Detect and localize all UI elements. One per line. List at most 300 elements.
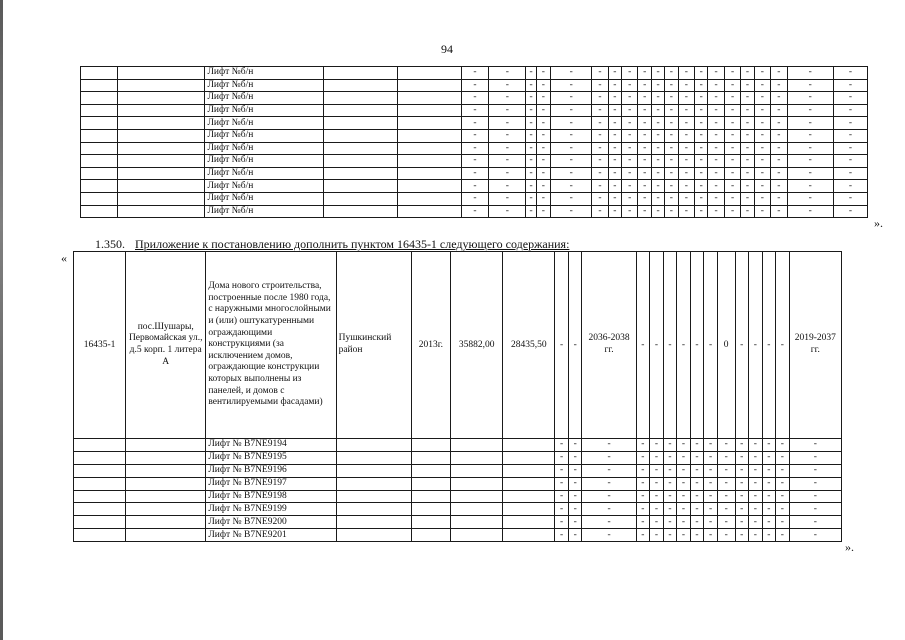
cell-dash: - — [695, 192, 708, 205]
cell-dash: - — [717, 503, 735, 516]
cell-dash: - — [776, 451, 790, 464]
cell-empty — [126, 529, 206, 542]
cell-dash: - — [776, 477, 790, 490]
cell-dash: - — [690, 477, 704, 490]
cell-empty — [503, 451, 555, 464]
cell-dash: - — [551, 192, 592, 205]
cell-dash: - — [677, 252, 691, 439]
cell-empty — [81, 104, 118, 117]
cell-dash: - — [749, 503, 763, 516]
cell-dash: - — [708, 205, 724, 218]
cell-dash: - — [489, 142, 526, 155]
cell-dash: - — [551, 142, 592, 155]
cell-dash: - — [582, 529, 636, 542]
cell-dash: - — [708, 155, 724, 168]
cell-dash: - — [724, 67, 740, 80]
cell-dash: - — [651, 92, 664, 105]
lift-name: Лифт №б/н — [205, 167, 323, 180]
cell-empty — [81, 205, 118, 218]
cell-empty — [74, 464, 126, 477]
cell-dash: - — [461, 155, 489, 168]
cell-empty — [336, 464, 411, 477]
cell-dash: - — [536, 92, 550, 105]
cell-empty — [126, 490, 206, 503]
lift-row — [81, 205, 868, 218]
cell-dash: - — [608, 205, 621, 218]
lift-name: Лифт №б/н — [205, 129, 323, 142]
cell-dash: - — [489, 92, 526, 105]
opening-quote: « — [61, 251, 67, 265]
cell-dash: - — [749, 516, 763, 529]
cell-dash: - — [787, 79, 833, 92]
cell-empty — [74, 529, 126, 542]
cell-dash: - — [749, 477, 763, 490]
cell-dash: - — [695, 117, 708, 130]
cell-dash: - — [695, 92, 708, 105]
cell-dash: - — [592, 79, 608, 92]
cell-dash: - — [638, 142, 651, 155]
cell-dash: - — [638, 205, 651, 218]
cell-dash: - — [833, 142, 867, 155]
lift-name: Лифт №б/н — [205, 180, 323, 193]
cell-empty — [323, 92, 397, 105]
cell-dash: - — [622, 67, 638, 80]
cell-empty — [336, 451, 411, 464]
cell-dash: - — [461, 167, 489, 180]
cell-dash: - — [582, 516, 636, 529]
cell-dash: - — [677, 439, 691, 452]
cell-dash: - — [787, 155, 833, 168]
cell-dash: - — [690, 516, 704, 529]
cell-dash: - — [678, 117, 694, 130]
cell-empty — [336, 503, 411, 516]
cell-dash: - — [638, 67, 651, 80]
lift-row — [81, 142, 868, 155]
period-two: 2019-2037 гг. — [789, 252, 841, 439]
cell-empty — [81, 142, 118, 155]
cell-dash: - — [651, 142, 664, 155]
cell-dash: - — [690, 503, 704, 516]
cell-dash: - — [717, 477, 735, 490]
cell-empty — [126, 516, 206, 529]
cell-dash: - — [663, 477, 677, 490]
scan-edge — [0, 0, 3, 640]
cell-dash: - — [690, 464, 704, 477]
cell-dash: - — [665, 92, 678, 105]
cell-dash: - — [749, 252, 763, 439]
cell-dash: - — [771, 155, 787, 168]
cell-empty — [451, 464, 503, 477]
cell-empty — [503, 503, 555, 516]
cell-dash: - — [622, 205, 638, 218]
cell-dash: - — [741, 67, 754, 80]
cell-dash: - — [735, 529, 749, 542]
cell-dash: - — [677, 503, 691, 516]
cell-dash: - — [704, 252, 718, 439]
cell-dash: - — [551, 180, 592, 193]
cell-dash: - — [582, 439, 636, 452]
cell-dash: - — [789, 451, 841, 464]
cell-empty — [323, 205, 397, 218]
cell-dash: - — [650, 529, 664, 542]
cell-dash: - — [536, 180, 550, 193]
cell-dash: - — [665, 192, 678, 205]
cell-dash: - — [665, 79, 678, 92]
cell-dash: - — [489, 155, 526, 168]
cell-dash: - — [636, 477, 650, 490]
cell-dash: - — [551, 92, 592, 105]
cell-dash: - — [622, 79, 638, 92]
lift-row — [81, 92, 868, 105]
cell-empty — [397, 79, 461, 92]
cell-dash: - — [771, 129, 787, 142]
lift-name: Лифт №б/н — [205, 67, 323, 80]
cell-dash: - — [677, 529, 691, 542]
cell-dash: - — [608, 117, 621, 130]
cell-dash: - — [650, 252, 664, 439]
cell-empty — [74, 490, 126, 503]
cell-dash: - — [833, 180, 867, 193]
cell-dash: - — [735, 477, 749, 490]
cell-dash: - — [608, 92, 621, 105]
cell-dash: - — [708, 142, 724, 155]
lift-name: Лифт №б/н — [205, 192, 323, 205]
cell-dash: - — [762, 516, 776, 529]
cell-dash: - — [762, 439, 776, 452]
cell-dash: - — [771, 142, 787, 155]
cell-empty — [126, 477, 206, 490]
cell-dash: - — [651, 155, 664, 168]
cell-dash: - — [665, 142, 678, 155]
cell-dash: - — [582, 503, 636, 516]
cell-dash: - — [708, 92, 724, 105]
cell-dash: - — [724, 117, 740, 130]
cell-dash: - — [622, 155, 638, 168]
cell-dash: - — [536, 167, 550, 180]
cell-dash: - — [678, 129, 694, 142]
cell-dash: - — [663, 439, 677, 452]
cell-dash: - — [724, 104, 740, 117]
cell-dash: - — [536, 117, 550, 130]
lift-row — [81, 192, 868, 205]
cell-dash: - — [592, 192, 608, 205]
lift-name: Лифт № B7NE9199 — [206, 503, 336, 516]
cell-dash: - — [787, 167, 833, 180]
lift-name: Лифт № B7NE9195 — [206, 451, 336, 464]
cell-dash: - — [724, 129, 740, 142]
cell-dash: - — [724, 142, 740, 155]
cell-dash: - — [695, 180, 708, 193]
cell-dash: - — [526, 67, 536, 80]
cell-dash: - — [489, 180, 526, 193]
cell-dash: - — [536, 205, 550, 218]
lift-row — [74, 516, 842, 529]
cell-dash: - — [833, 67, 867, 80]
cell-dash: - — [555, 503, 569, 516]
cell-dash: - — [526, 104, 536, 117]
cell-dash: - — [776, 529, 790, 542]
lift-row — [81, 104, 868, 117]
cell-dash: - — [650, 439, 664, 452]
cell-dash: - — [665, 67, 678, 80]
cell-dash: - — [582, 451, 636, 464]
cell-dash: - — [489, 79, 526, 92]
cell-dash: - — [551, 117, 592, 130]
paragraph-text: Приложение к постановлению дополнить пунктом 16435-1 следующего содержания: — [135, 237, 570, 251]
closing-quote-bottom: ». — [845, 540, 854, 554]
cell-dash: - — [592, 67, 608, 80]
building-address: пос.Шушары, Первомайская ул., д.5 корп. 1 литера А — [126, 252, 206, 439]
cell-dash: - — [489, 104, 526, 117]
cell-dash: - — [771, 104, 787, 117]
cell-empty — [336, 439, 411, 452]
cell-dash: - — [636, 529, 650, 542]
cell-dash: - — [551, 104, 592, 117]
cell-dash: - — [741, 79, 754, 92]
cell-dash: - — [592, 104, 608, 117]
cell-dash: - — [526, 155, 536, 168]
cell-dash: - — [695, 104, 708, 117]
cell-dash: - — [489, 205, 526, 218]
cell-dash: - — [787, 117, 833, 130]
cell-dash: - — [789, 490, 841, 503]
cell-empty — [451, 451, 503, 464]
cell-dash: - — [608, 142, 621, 155]
cell-dash: - — [771, 205, 787, 218]
cell-empty — [74, 439, 126, 452]
cell-dash: - — [555, 490, 569, 503]
cell-dash: - — [833, 79, 867, 92]
cell-dash: - — [592, 117, 608, 130]
cell-dash: - — [695, 79, 708, 92]
cell-dash: - — [833, 205, 867, 218]
lift-row — [81, 167, 868, 180]
cell-empty — [451, 529, 503, 542]
cell-dash: - — [762, 464, 776, 477]
cell-dash: - — [650, 451, 664, 464]
cell-dash: - — [690, 490, 704, 503]
cell-empty — [397, 117, 461, 130]
cell-dash: - — [651, 180, 664, 193]
lift-row — [81, 180, 868, 193]
cell-dash: - — [833, 167, 867, 180]
cell-dash: - — [754, 129, 770, 142]
cell-dash: - — [489, 67, 526, 80]
cell-dash: - — [461, 142, 489, 155]
lift-name: Лифт №б/н — [205, 142, 323, 155]
cell-dash: - — [789, 516, 841, 529]
cell-empty — [336, 516, 411, 529]
period-one: 2036-2038 гг. — [582, 252, 636, 439]
cell-dash: - — [789, 439, 841, 452]
cell-dash: - — [771, 117, 787, 130]
cell-dash: - — [461, 205, 489, 218]
cell-empty — [126, 439, 206, 452]
cell-empty — [74, 477, 126, 490]
cell-dash: - — [833, 155, 867, 168]
cell-dash: - — [551, 167, 592, 180]
cell-empty — [81, 129, 118, 142]
cell-dash: - — [754, 92, 770, 105]
cell-dash: - — [622, 129, 638, 142]
cell-dash: - — [489, 129, 526, 142]
cell-empty — [397, 180, 461, 193]
cell-dash: - — [526, 117, 536, 130]
cell-dash: - — [787, 205, 833, 218]
cell-dash: - — [592, 155, 608, 168]
cell-dash: - — [741, 205, 754, 218]
cell-dash: - — [749, 529, 763, 542]
cell-empty — [323, 79, 397, 92]
cell-empty — [74, 503, 126, 516]
cell-empty — [411, 439, 451, 452]
cell-empty — [451, 516, 503, 529]
cell-dash: - — [771, 67, 787, 80]
cell-dash: - — [833, 129, 867, 142]
cell-dash: - — [749, 451, 763, 464]
cell-dash: - — [678, 192, 694, 205]
cell-dash: - — [665, 129, 678, 142]
cell-dash: - — [555, 451, 569, 464]
cell-dash: - — [678, 92, 694, 105]
cell-dash: - — [622, 104, 638, 117]
cell-dash: - — [787, 142, 833, 155]
lift-name: Лифт №б/н — [205, 155, 323, 168]
cell-dash: - — [708, 79, 724, 92]
cell-empty — [411, 516, 451, 529]
cell-dash: - — [762, 503, 776, 516]
cell-dash: - — [771, 180, 787, 193]
cell-dash: - — [789, 464, 841, 477]
cell-empty — [118, 117, 205, 130]
paragraph-number: 1.350. — [95, 237, 125, 251]
cell-dash: - — [735, 503, 749, 516]
cell-empty — [323, 142, 397, 155]
cell-dash: - — [754, 117, 770, 130]
cell-empty — [397, 167, 461, 180]
page-number: 94 — [441, 42, 453, 56]
cell-dash: - — [622, 142, 638, 155]
cell-empty — [323, 180, 397, 193]
cell-dash: - — [787, 67, 833, 80]
cell-empty — [118, 167, 205, 180]
cell-dash: - — [762, 477, 776, 490]
cell-dash: - — [724, 167, 740, 180]
cell-dash: - — [695, 167, 708, 180]
cell-empty — [451, 439, 503, 452]
cell-empty — [81, 155, 118, 168]
cell-empty — [323, 167, 397, 180]
cell-dash: - — [551, 67, 592, 80]
cell-dash: - — [568, 516, 582, 529]
cell-empty — [397, 155, 461, 168]
cell-dash: - — [636, 439, 650, 452]
cell-dash: - — [663, 451, 677, 464]
cell-dash: - — [638, 92, 651, 105]
cell-dash: - — [651, 192, 664, 205]
cell-dash: - — [608, 67, 621, 80]
cell-dash: - — [776, 490, 790, 503]
cell-dash: - — [754, 205, 770, 218]
cell-dash: - — [651, 205, 664, 218]
cell-dash: - — [789, 477, 841, 490]
cell-dash: - — [592, 92, 608, 105]
lift-name: Лифт №б/н — [205, 205, 323, 218]
cell-dash: - — [568, 529, 582, 542]
cell-dash: - — [762, 529, 776, 542]
cell-dash: - — [608, 79, 621, 92]
cell-empty — [118, 129, 205, 142]
cell-dash: - — [582, 464, 636, 477]
cell-empty — [118, 180, 205, 193]
cell-empty — [81, 67, 118, 80]
cell-dash: - — [651, 129, 664, 142]
cell-dash: - — [568, 252, 582, 439]
building-code: 16435-1 — [74, 252, 126, 439]
cell-dash: - — [741, 192, 754, 205]
cell-dash: - — [776, 516, 790, 529]
building-row — [74, 252, 842, 439]
lift-row — [74, 451, 842, 464]
cell-dash: - — [636, 503, 650, 516]
cell-dash: - — [717, 464, 735, 477]
cell-dash: - — [749, 490, 763, 503]
cell-dash: - — [690, 439, 704, 452]
cell-dash: - — [678, 142, 694, 155]
cell-dash: - — [638, 192, 651, 205]
lift-name: Лифт № B7NE9197 — [206, 477, 336, 490]
cell-empty — [451, 477, 503, 490]
cell-dash: - — [663, 529, 677, 542]
cell-dash: - — [551, 129, 592, 142]
cell-dash: - — [717, 490, 735, 503]
cell-dash: - — [665, 104, 678, 117]
cell-dash: - — [754, 155, 770, 168]
cell-empty — [81, 167, 118, 180]
cell-empty — [397, 129, 461, 142]
cell-dash: - — [690, 252, 704, 439]
cell-dash: - — [608, 192, 621, 205]
cell-dash: - — [461, 104, 489, 117]
cell-dash: - — [638, 167, 651, 180]
cell-dash: - — [678, 104, 694, 117]
cell-dash: - — [749, 439, 763, 452]
cell-dash: - — [695, 142, 708, 155]
cell-dash: - — [754, 104, 770, 117]
lift-name: Лифт № B7NE9201 — [206, 529, 336, 542]
cell-dash: - — [638, 129, 651, 142]
cell-empty — [323, 155, 397, 168]
cell-dash: - — [665, 117, 678, 130]
cell-dash: - — [651, 167, 664, 180]
cell-dash: - — [789, 529, 841, 542]
cell-dash: - — [695, 67, 708, 80]
cell-dash: - — [789, 503, 841, 516]
cell-dash: - — [724, 155, 740, 168]
cell-empty — [411, 451, 451, 464]
cell-dash: - — [663, 516, 677, 529]
cell-dash: - — [678, 180, 694, 193]
cell-dash: - — [461, 79, 489, 92]
cell-dash: - — [741, 167, 754, 180]
cell-empty — [118, 104, 205, 117]
cell-empty — [118, 92, 205, 105]
lift-row — [81, 129, 868, 142]
cell-dash: - — [651, 79, 664, 92]
cell-dash: - — [526, 92, 536, 105]
cell-dash: - — [568, 490, 582, 503]
lift-row — [81, 117, 868, 130]
